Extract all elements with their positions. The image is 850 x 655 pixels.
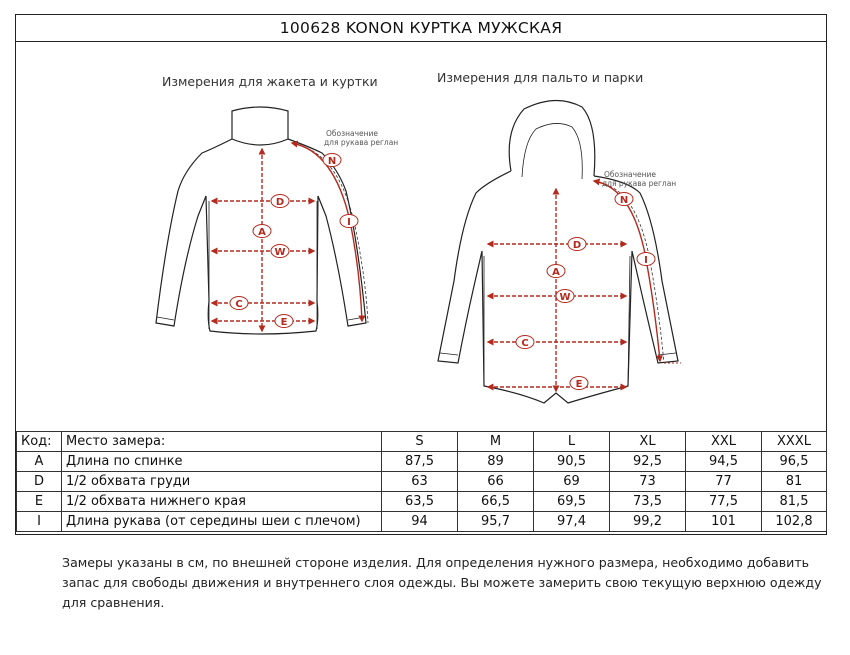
measurement-figures <box>16 41 826 444</box>
row-value: 73 <box>610 472 686 492</box>
row-value: 87,5 <box>382 452 458 472</box>
header-size: M <box>458 432 534 452</box>
header-code: Код: <box>17 432 62 452</box>
row-value: 77,5 <box>686 492 762 512</box>
row-place: 1/2 обхвата нижнего края <box>62 492 382 512</box>
row-place: Длина по спинке <box>62 452 382 472</box>
row-value: 69,5 <box>534 492 610 512</box>
row-code: E <box>17 492 62 512</box>
row-value: 95,7 <box>458 512 534 532</box>
row-value: 89 <box>458 452 534 472</box>
measurement-note: Замеры указаны в см, по внешней стороне изделия. Для определения нужного размера, необходимо добавить запас для свободы движения и внутреннего слоя одежды. Вы можете замерить свою текущую верхнюю одежду для сравнения. <box>62 555 822 610</box>
marker-I <box>340 215 358 229</box>
jacket-raglan-seam <box>298 145 368 323</box>
table-row <box>17 472 827 492</box>
svg-text:N: N <box>327 156 337 167</box>
table-header-row <box>17 432 827 452</box>
marker-E <box>275 315 293 329</box>
row-value: 90,5 <box>534 452 610 472</box>
svg-text:I: I <box>644 255 648 266</box>
marker-C <box>516 336 534 350</box>
row-code: D <box>17 472 62 492</box>
row-code: I <box>17 512 62 532</box>
svg-text:N: N <box>619 195 629 206</box>
row-value: 99,2 <box>610 512 686 532</box>
jacket-raglan-note-2: для рукава реглан <box>324 138 399 147</box>
parka-raglan-note-1: Обозначение <box>604 170 657 179</box>
parka-raglan-seam <box>600 183 664 363</box>
header-size: XXL <box>686 432 762 452</box>
row-code: A <box>17 452 62 472</box>
size-table <box>16 431 827 532</box>
parka-raglan-note-2: для рукава реглан <box>602 179 677 188</box>
row-value: 96,5 <box>762 452 827 472</box>
row-value: 92,5 <box>610 452 686 472</box>
header-size: XL <box>610 432 686 452</box>
marker-N <box>615 193 633 207</box>
coat-caption: Измерения для пальто и парки <box>437 70 644 85</box>
row-value: 66 <box>458 472 534 492</box>
header-size: XXXL <box>762 432 827 452</box>
row-place: 1/2 обхвата груди <box>62 472 382 492</box>
marker-C <box>230 297 248 311</box>
row-value: 101 <box>686 512 762 532</box>
marker-I <box>637 253 655 267</box>
marker-D <box>271 195 289 209</box>
jacket-raglan-note-1: Обозначение <box>326 129 379 138</box>
svg-text:C: C <box>235 299 243 310</box>
row-value: 81 <box>762 472 827 492</box>
svg-text:I: I <box>347 217 351 228</box>
marker-A <box>253 225 271 239</box>
svg-text:W: W <box>274 247 286 258</box>
row-value: 66,5 <box>458 492 534 512</box>
row-value: 102,8 <box>762 512 827 532</box>
marker-W <box>271 245 289 259</box>
table-row <box>17 492 827 512</box>
row-place: Длина рукава (от середины шеи с плечом) <box>62 512 382 532</box>
header-size: S <box>382 432 458 452</box>
row-value: 63 <box>382 472 458 492</box>
row-value: 63,5 <box>382 492 458 512</box>
row-value: 77 <box>686 472 762 492</box>
svg-text:A: A <box>258 227 266 238</box>
parka-outline <box>438 100 678 403</box>
size-chart-sheet <box>15 14 827 535</box>
measurement-illustrations <box>16 41 826 431</box>
svg-text:D: D <box>572 240 582 251</box>
table-row <box>17 452 827 472</box>
page-title: 100628 KONON КУРТКА МУЖСКАЯ <box>16 15 826 42</box>
table-row <box>17 512 827 532</box>
header-size: L <box>534 432 610 452</box>
marker-W <box>556 290 574 304</box>
row-value: 94 <box>382 512 458 532</box>
marker-D <box>568 238 586 252</box>
jacket-caption: Измерения для жакета и куртки <box>162 74 378 89</box>
marker-E <box>570 377 588 391</box>
parka-measure-lines <box>488 181 660 391</box>
svg-text:A: A <box>552 267 560 278</box>
svg-text:E: E <box>280 317 288 328</box>
svg-text:W: W <box>559 292 571 303</box>
svg-text:C: C <box>521 338 529 349</box>
row-value: 69 <box>534 472 610 492</box>
row-value: 97,4 <box>534 512 610 532</box>
header-place: Место замера: <box>62 432 382 452</box>
row-value: 73,5 <box>610 492 686 512</box>
row-value: 94,5 <box>686 452 762 472</box>
marker-A <box>547 265 565 279</box>
svg-text:E: E <box>575 379 583 390</box>
marker-N <box>323 154 341 168</box>
parka-markers <box>516 193 655 391</box>
svg-text:D: D <box>275 197 285 208</box>
row-value: 81,5 <box>762 492 827 512</box>
